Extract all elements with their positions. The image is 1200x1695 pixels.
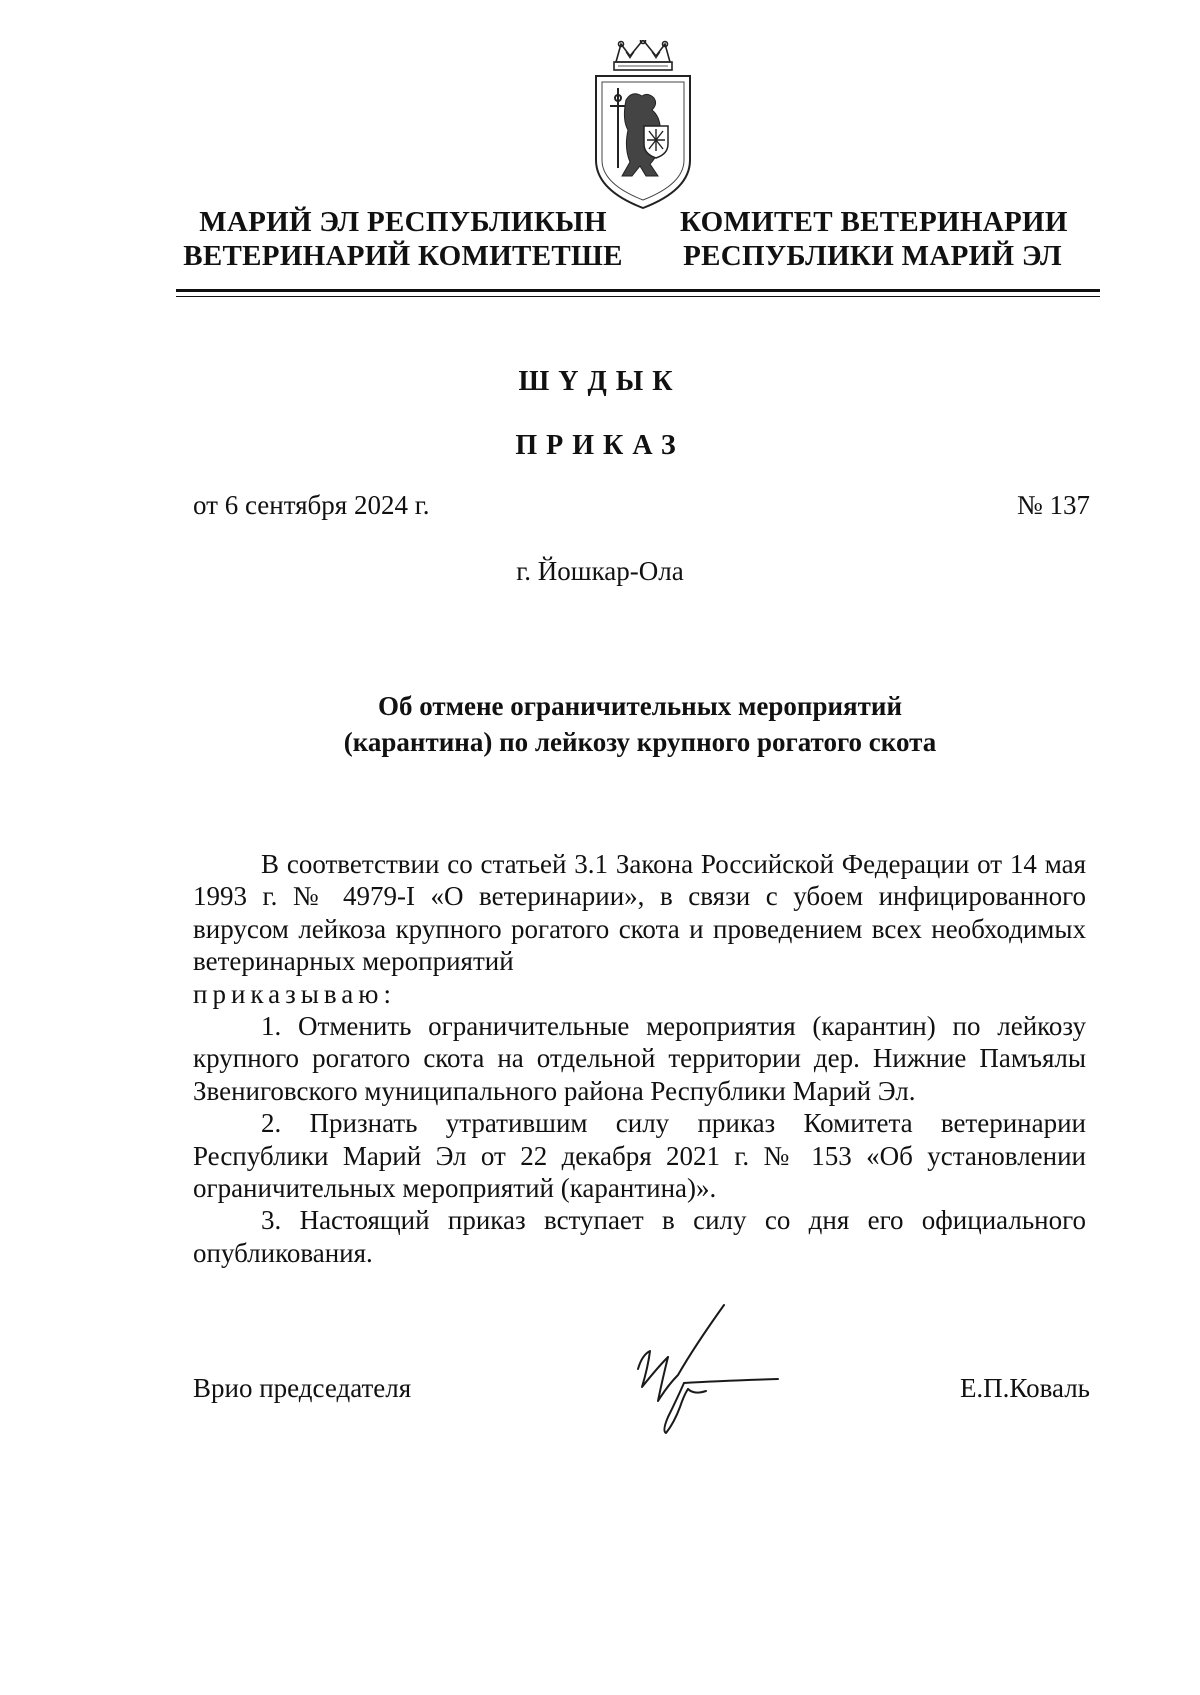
signature-icon: [628, 1297, 788, 1437]
header-left: [178, 205, 628, 273]
doc-subject-line1: Об отмене ограничительных мероприятий: [377, 691, 903, 721]
body-preamble: В соответствии со статьей 3.1 Закона Российской Федерации от 14 мая 1993 г. № 4979-I «О ветеринарии», в связи с убоем инфицированного вирусом лейкоза крупного рогатого скота и проведением всех необходимых ветеринарных мероприятий: [193, 849, 1086, 977]
body-item-2: 2. Признать утратившим силу приказ Комитета ветеринарии Республики Марий Эл от 22 декабря 2021 г. № 153 «Об установлении ограничительных мероприятий (карантина)».: [193, 1108, 1086, 1204]
doc-date: от 6 сентября 2024 г.: [193, 490, 430, 520]
header-right: [680, 205, 1068, 273]
doc-subject: [190, 688, 1090, 760]
doc-city: г. Йошкар-Ола: [516, 556, 684, 586]
doc-title-ru: ПРИКАЗ: [515, 430, 685, 461]
doc-title-mari: ШҮДЫК: [518, 366, 682, 397]
header-right-line2: РЕСПУБЛИКИ МАРИЙ ЭЛ: [683, 240, 1062, 272]
signer-name: Е.П.Коваль: [959, 1373, 1090, 1403]
header-rule-thick: [176, 289, 1100, 292]
doc-body: [193, 848, 1086, 1269]
body-item-1: 1. Отменить ограничительные мероприятия (карантин) по лейкозу крупного рогатого скота на отдельной территории дер. Нижние Памъялы Звениговского муниципального района Республики Марий Эл.: [193, 1011, 1086, 1106]
header-rule-thin: [176, 296, 1100, 297]
body-order-word: приказываю:: [193, 978, 396, 1009]
body-item-3: 3. Настоящий приказ вступает в силу со дня его официального опубликования.: [193, 1205, 1086, 1268]
signer-role: Врио председателя: [193, 1373, 412, 1403]
header-left-line1: МАРИЙ ЭЛ РЕСПУБЛИКЫН: [199, 206, 607, 238]
doc-number: № 137: [1016, 490, 1090, 520]
doc-subject-line2: (карантина) по лейкозу крупного рогатого скота: [343, 727, 937, 757]
header-right-line1: КОМИТЕТ ВЕТЕРИНАРИИ: [680, 206, 1068, 238]
coat-of-arms-icon: [588, 40, 698, 210]
header-left-line2: ВЕТЕРИНАРИЙ КОМИТЕТШЕ: [183, 240, 623, 272]
